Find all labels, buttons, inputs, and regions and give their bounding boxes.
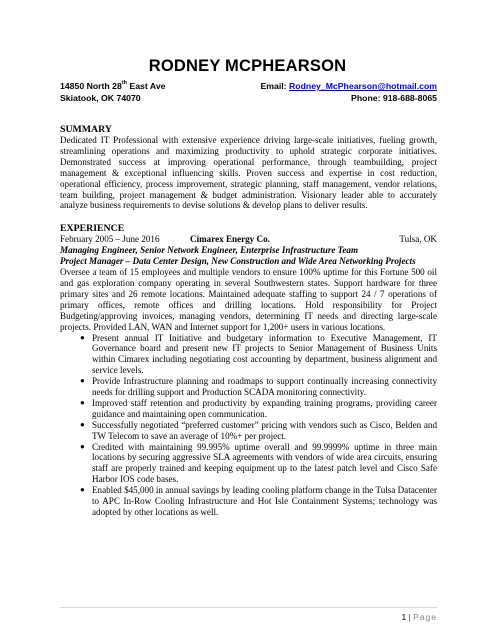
footer-divider: [60, 607, 437, 608]
list-item: [80, 485, 437, 518]
experience-heading: EXPERIENCE: [60, 223, 125, 235]
list-item-text: Successfully negotiated “preferred customer” pricing with vendors such as Cisco, Belden and TW Telecom to save an average of 10%+ per project.: [92, 419, 437, 441]
job-dates: February 2005 – June 2016: [60, 234, 160, 245]
contact-row-1: [60, 81, 437, 91]
bullet-icon: ●: [80, 376, 85, 386]
bullet-icon: ●: [80, 332, 85, 342]
job-line: [60, 234, 437, 245]
summary-heading: SUMMARY: [60, 124, 112, 135]
resume-body: [60, 124, 437, 518]
job-title-1: Managing Engineer, Senior Network Engineer, Enterprise Infrastructure Team: [60, 245, 359, 256]
list-item: [80, 376, 437, 398]
email-label: Email:: [260, 81, 289, 91]
list-item: [80, 397, 437, 420]
list-item-text: Present annual IT Initiative and budgetary information to Executive Management, IT Governance board and present new IT projects to Senior Management of Business Units within Cimarex including negotiating cost accounting by department, business alignment and service levels.: [92, 332, 437, 376]
list-item: [80, 419, 437, 442]
phone-number: Phone: 918-688-8065: [351, 93, 437, 103]
street-address-part: 14850 North 28: [60, 81, 122, 91]
email-link[interactable]: Rodney_McPhearson@hotmail.com: [289, 81, 437, 91]
candidate-name: RODNEY MCPHEARSON: [148, 57, 347, 75]
list-item-text: Provide Infrastructure planning and roadmaps to support continually increasing connectivity needs for drilling support and Production SCADA monitoring connectivity.: [92, 376, 437, 398]
job-company: Cimarex Energy Co.: [190, 234, 270, 245]
list-item-text: Enabled $45,000 in annual savings by leading cooling platform change in the Tulsa Datacenter to APC In-Row Cooling Infrastructure and Hot Isle Containment Systems; technology was adopted by other locations as well.: [92, 485, 437, 517]
bullet-icon: ●: [80, 441, 85, 451]
city-state-zip: Skiatook, OK 74070: [60, 93, 141, 103]
job-description: Oversee a team of 15 employees and multiple vendors to ensure 100% uptime for this Fortune 500 oil and gas exploration company operating in several Southwestern states. Support hardware for three primary sites and 26 remote locations. Maintained adequate staffing to support 24 / 7 operations of primary offices, remote offices and drilling locations. Hold responsibility for Project Budgeting/approving invoices, managing vendors, determining IT needs and directing large-scale projects. Provided LAN, WAN and Internet support for 1,200+ users in various locations.: [60, 267, 437, 332]
bullet-icon: ●: [80, 419, 85, 429]
street-address: [60, 81, 166, 91]
summary-text: Dedicated IT Professional with extensive experience driving large-scale initiatives, fueling growth, streamlining operations and maximizing productivity to uphold strategic corporate initiatives. Demonstrated success at improving operational performance, through teambuilding, project management & exceptional influencing skills. Proven success and expertise in cost reduction, operational efficiency, process improvement, strategic planning, staff management, vendor relations, team building, project management & budget administration. Visionary leader able to accurately analyze business requirements to devise solutions & develop plans to deliver results.: [60, 135, 437, 211]
achievement-list: [60, 333, 437, 518]
street-address-rest: East Ave: [127, 81, 166, 91]
list-item: [80, 332, 437, 377]
page-footer: [401, 612, 437, 622]
list-item-text: Credited with maintaining 99.995% uptime overall and 99.9999% uptime in three main locations by securing aggressive SLA agreements with vendors of wide area circuits, ensuring staff are properly trained and keeping equipment up to the latest patch level and Cisco Safe Harbor IOS code bases.: [92, 441, 437, 485]
list-item: [80, 441, 437, 486]
bullet-icon: ●: [80, 397, 85, 407]
bullet-icon: ●: [80, 485, 85, 495]
page-number: 1: [401, 612, 407, 622]
contact-row-2: [60, 93, 437, 103]
job-title-2: Project Manager – Data Center Design, New Construction and Wide Area Networking Projects: [60, 256, 416, 267]
email-block: [261, 81, 438, 91]
ordinal-suffix: th: [121, 80, 128, 86]
list-item-text: Improved staff retention and productivity by expanding training programs, providing career guidance and maintaining open communication.: [92, 397, 437, 419]
page-separator: |: [408, 612, 411, 622]
job-location: Tulsa, OK: [399, 234, 437, 245]
page-label: Page: [413, 612, 437, 622]
